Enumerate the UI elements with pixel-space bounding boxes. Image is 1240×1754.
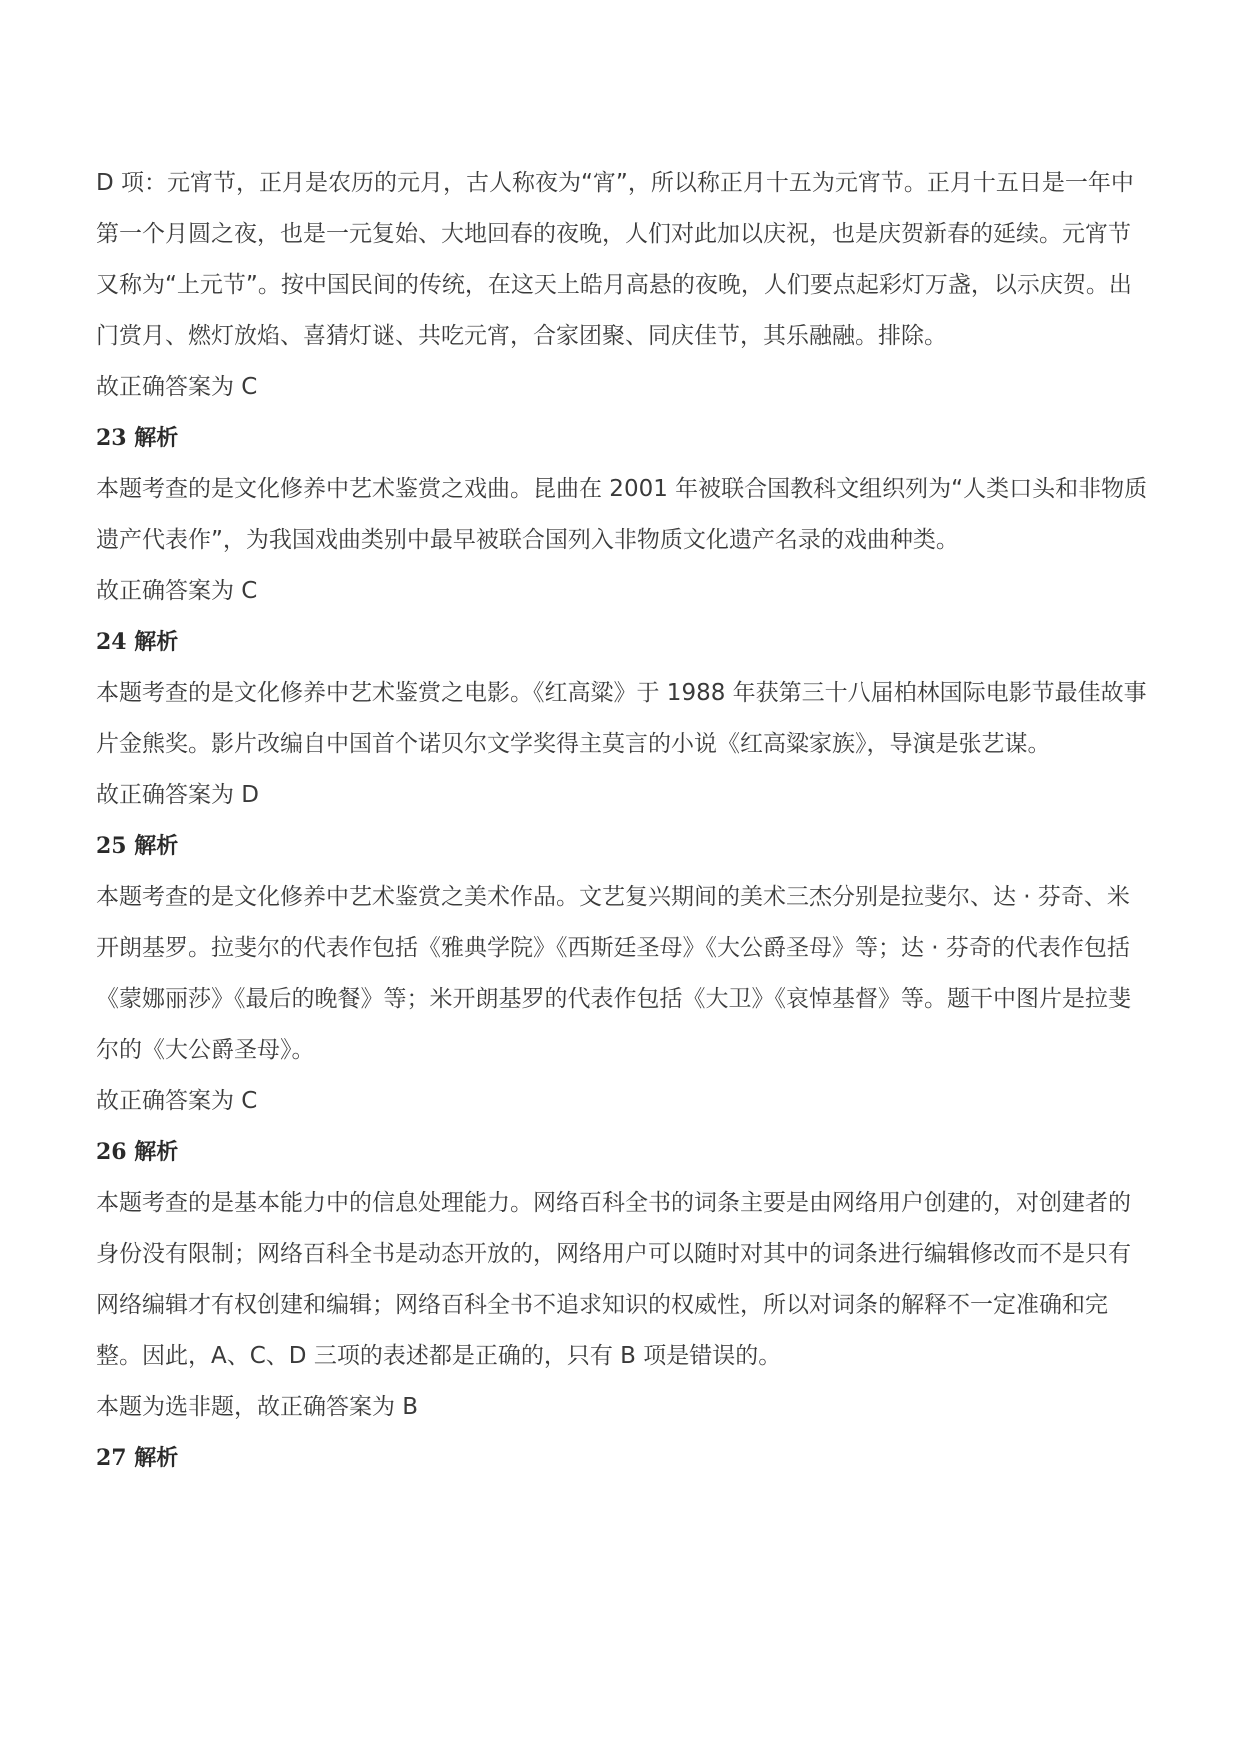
section-heading-27: 27 解析	[96, 1445, 179, 1471]
answer-line: 故正确答案为 D	[96, 782, 260, 808]
answer-line: 故正确答案为 C	[96, 578, 258, 604]
section-heading-26: 26 解析	[96, 1139, 179, 1165]
answer-line: 本题为选非题，故正确答案为 B	[96, 1394, 419, 1420]
answer-line: 故正确答案为 C	[96, 374, 258, 400]
section-heading-23: 23 解析	[96, 425, 179, 451]
paragraph-24: 本题考查的是文化修养中艺术鉴赏之电影。《红高粱》于 1988 年获第三十八届柏林国际电影节最佳故事片金熊奖。影片改编自中国首个诺贝尔文学奖得主莫言的小说《红高粱家族》，导演是张艺谋。	[96, 680, 1147, 757]
paragraph-26: 本题考查的是基本能力中的信息处理能力。网络百科全书的词条主要是由网络用户创建的，对创建者的身份没有限制；网络百科全书是动态开放的，网络用户可以随时对其中的词条进行编辑修改而不是只有网络编辑才有权创建和编辑；网络百科全书不追求知识的权威性，所以对词条的解释不一定准确和完整。因此，A、C、D 三项的表述都是正确的，只有 B 项是错误的。	[96, 1190, 1131, 1369]
section-heading-25: 25 解析	[96, 833, 179, 859]
answer-line: 故正确答案为 C	[96, 1088, 258, 1114]
document-page	[96, 158, 1150, 1484]
paragraph-d-option: D 项：元宵节，正月是农历的元月，古人称夜为“宵”，所以称正月十五为元宵节。正月十五日是一年中第一个月圆之夜，也是一元复始、大地回春的夜晚，人们对此加以庆祝，也是庆贺新春的延续。元宵节又称为“上元节”。按中国民间的传统，在这天上皓月高悬的夜晚，人们要点起彩灯万盏，以示庆贺。出门赏月、燃灯放焰、喜猜灯谜、共吃元宵，合家团聚、同庆佳节，其乐融融。排除。	[96, 170, 1134, 349]
section-heading-24: 24 解析	[96, 629, 179, 655]
paragraph-23: 本题考查的是文化修养中艺术鉴赏之戏曲。昆曲在 2001 年被联合国教科文组织列为“人类口头和非物质遗产代表作”，为我国戏曲类别中最早被联合国列入非物质文化遗产名录的戏曲种类。	[96, 476, 1148, 553]
paragraph-25: 本题考查的是文化修养中艺术鉴赏之美术作品。文艺复兴期间的美术三杰分别是拉斐尔、达 · 芬奇、米开朗基罗。拉斐尔的代表作包括《雅典学院》《西斯廷圣母》《大公爵圣母》等；达 · 芬奇的代表作包括《蒙娜丽莎》《最后的晚餐》等；米开朗基罗的代表作包括《大卫》《哀悼基督》等。题干中图片是拉斐尔的《大公爵圣母》。	[96, 884, 1131, 1063]
